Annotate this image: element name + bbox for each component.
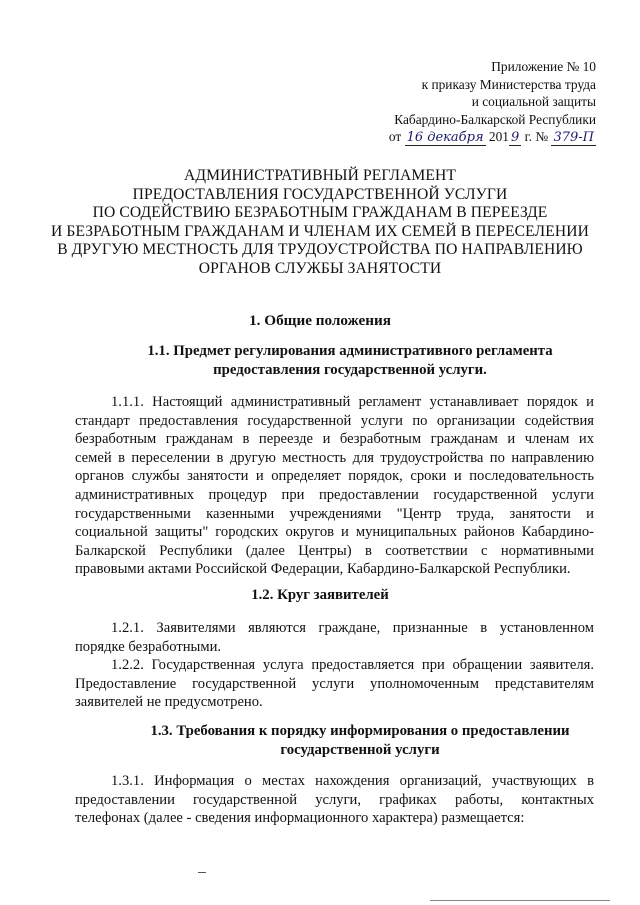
title-line: И БЕЗРАБОТНЫМ ГРАЖДАНАМ И ЧЛЕНАМ ИХ СЕМЕЙ В ПЕРЕСЕЛЕНИИ [51, 222, 589, 240]
paragraph-1-3-1 [75, 772, 594, 828]
text-line: предоставлении государственной услуги, графиках работы, контактных [75, 791, 594, 808]
text-line: телефонах (далее - сведения информационного характера) размещается: [75, 810, 525, 827]
text-line: Балкарской Республики (далее Центры) в соответствии с нормативными [75, 542, 594, 559]
heading-line: 1.3. Требования к порядку информирования о предоставлении [150, 723, 570, 739]
section-heading-1-3 [110, 722, 610, 760]
order-date-handwritten: 16 декабря [406, 130, 484, 145]
paragraph-1-1-1 [75, 393, 594, 579]
footnote-mark [198, 872, 206, 873]
bottom-rule [430, 900, 610, 901]
text-line: органов службы занятости и определяет порядок, сроки и последовательность [75, 468, 594, 485]
appendix-number: Приложение № 10 [491, 59, 596, 74]
title-line: АДМИНИСТРАТИВНЫЙ РЕГЛАМЕНТ [184, 167, 456, 184]
text-line: 1.2.2. Государственная услуга предоставляется при обращении заявителя. [111, 657, 594, 673]
text-line: административных процедур при предоставлении государственной услуги [75, 486, 594, 503]
heading-line: предоставления государственной услуги. [213, 362, 487, 378]
text-line: правовыми актами Российской Федерации, Кабардино-Балкарской Республики. [75, 561, 571, 578]
title-line: ПО СОДЕЙСТВИЮ БЕЗРАБОТНЫМ ГРАЖДАНАМ В ПЕРЕЕЗДЕ [92, 204, 548, 222]
heading-line: государственной услуги [280, 742, 440, 758]
text-line: 1.3.1. Информация о местах нахождения организаций, участвующих в [111, 773, 594, 789]
heading-line: 1.2. Круг заявителей [251, 587, 389, 603]
text-line: семей в переселении в другую местность для трудоустройства по направлению [75, 449, 594, 466]
section-heading-1-2 [0, 586, 640, 605]
order-number-handwritten: 379-П [553, 130, 594, 145]
text-line: 1.2.1. Заявителями являются граждане, признанные в установленном [111, 620, 594, 636]
section-heading-1-1 [100, 342, 600, 380]
text-line: безработным гражданам в переезде и безработным гражданам и членам их [75, 431, 594, 448]
order-year-suffix: г. № [524, 129, 549, 144]
text-line: социальной защиты" городских округов и муниципальных районов Кабардино- [75, 524, 594, 541]
text-line: Предоставление государственной услуги уполномоченным представителям [75, 675, 594, 692]
text-line: 1.1.1. Настоящий административный регламент устанавливает порядок и [111, 394, 594, 410]
order-prefix: от [388, 129, 402, 144]
title-line: В ДРУГУЮ МЕСТНОСТЬ ДЛЯ ТРУДОУСТРОЙСТВА ПО НАПРАВЛЕНИЮ [57, 241, 583, 259]
title-line: ПРЕДОСТАВЛЕНИЯ ГОСУДАРСТВЕННОЙ УСЛУГИ [132, 185, 508, 203]
order-year-handwritten: 9 [511, 130, 520, 145]
paragraph-1-2-2 [75, 656, 594, 712]
paragraph-1-2-1 [75, 619, 594, 656]
text-line: государственными казенными учреждениями "Центр труда, занятости и [75, 505, 594, 522]
heading-line: 1.1. Предмет регулирования административного регламента [147, 343, 553, 359]
appendix-order-line [336, 128, 596, 146]
section-heading-1: 1. Общие положения [249, 312, 391, 329]
document-title [36, 167, 604, 279]
text-line: порядке безработными. [75, 638, 222, 655]
appendix-republic: Кабардино-Балкарской Республики [394, 111, 596, 127]
title-line: ОРГАНОВ СЛУЖБЫ ЗАНЯТОСТИ [198, 259, 442, 277]
text-line: заявителей не предусмотрено. [75, 694, 263, 711]
text-line: стандарт предоставления государственной услуги по организации содействия [75, 412, 594, 429]
order-year-prefix: 201 [488, 129, 509, 144]
appendix-block [336, 58, 596, 146]
appendix-order-ref: к приказу Министерства труда [421, 76, 596, 92]
appendix-ministry: и социальной защиты [471, 94, 596, 109]
